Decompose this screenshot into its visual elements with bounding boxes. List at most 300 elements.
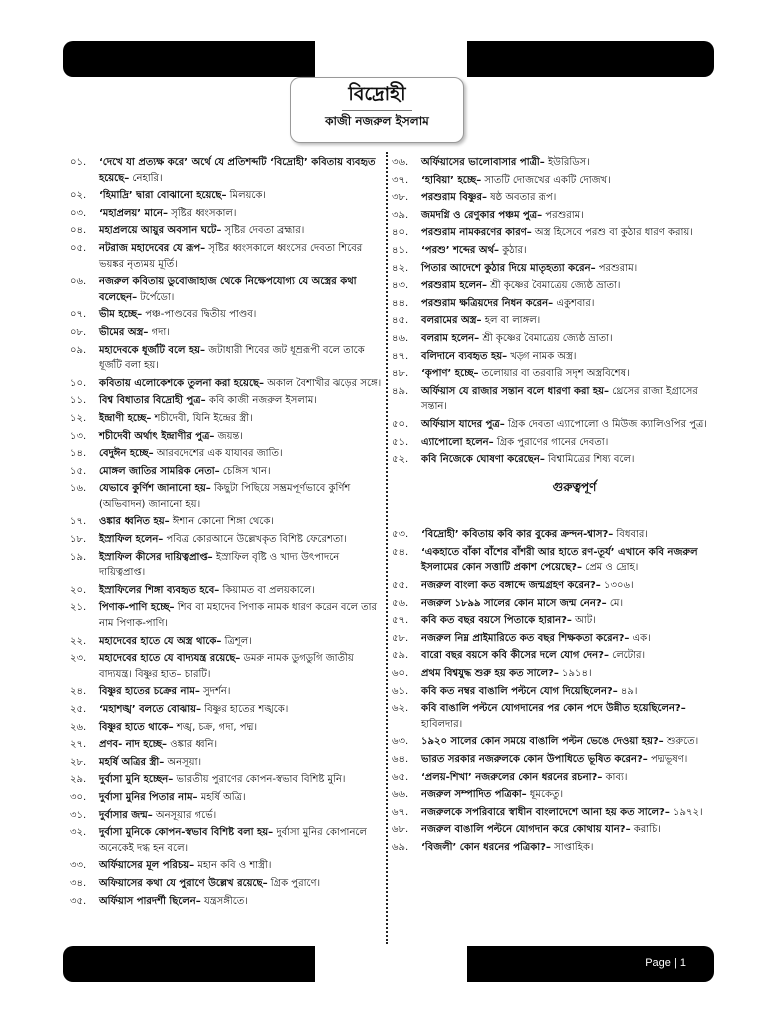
- list-item: [70, 651, 382, 682]
- item-question: ‘একহাতে বাঁকা বাঁশের বাঁশরী আর হাতে রণ-তূর্য’ এখানে কবি নজরুল ইসলামের কোন সত্তাটি প্রকাশ পেয়েছে?–: [421, 546, 698, 574]
- list-item: [70, 393, 382, 409]
- item-text: [99, 720, 382, 736]
- item-question: ইস্রাফিল কীসের দায়িত্বপ্রাপ্ত–: [99, 551, 213, 563]
- header-bar-gap: [315, 41, 467, 77]
- list-item: [70, 223, 382, 239]
- item-answer: চেঙ্গিস খান।: [219, 465, 271, 477]
- item-text: [99, 274, 382, 305]
- list-item: [392, 787, 717, 803]
- item-answer: অস্ত্র হিসেবে পরশু বা কুঠার ধারণ করায়।: [531, 227, 693, 239]
- list-item: [70, 188, 382, 204]
- item-text: [421, 296, 717, 312]
- item-question: মহর্ষি অত্রির স্ত্রী–: [99, 756, 165, 768]
- column-divider: [386, 152, 388, 944]
- list-item: [392, 648, 717, 664]
- right-column: [392, 155, 717, 858]
- section-heading: গুরুত্বপূর্ণ: [552, 479, 597, 494]
- item-number: ১৫.: [70, 465, 87, 477]
- item-text: [99, 550, 382, 581]
- item-text: [421, 331, 717, 347]
- item-answer: পরশুরাম।: [595, 262, 638, 274]
- item-text: [421, 417, 717, 433]
- item-question: নজরুল ১৮৯৯ সালের কোন মাসে জন্ম নেন?–: [421, 597, 607, 609]
- item-text: [421, 787, 717, 803]
- item-number: ১৯.: [70, 551, 87, 563]
- item-text: [99, 876, 382, 892]
- item-answer: কবি কাজী নজরুল ইসলাম।: [205, 395, 317, 407]
- item-answer: জয়ন্ত।: [214, 430, 243, 442]
- list-item: [70, 343, 382, 374]
- list-item: [70, 634, 382, 650]
- item-answer: গদা।: [148, 326, 170, 338]
- item-number: ৬৭.: [392, 806, 409, 818]
- item-text: [99, 894, 382, 910]
- page-title: বিদ্রোহী: [348, 83, 406, 105]
- item-answer: সুদর্শন।: [199, 686, 231, 698]
- item-answer: বিধবার।: [613, 529, 649, 541]
- item-text: [99, 429, 382, 445]
- item-number: ৬২.: [392, 703, 409, 715]
- item-question: নজরুল কবিতায় ডুবোজাহাজ থেকে নিক্ষেপযোগ্য যে অস্ত্রের কথা বলেছেন–: [99, 276, 357, 303]
- item-answer: আরবদেশের এক যাযাবর জাতি।: [153, 448, 283, 460]
- item-question: পরশুরাম নামকরণের কারণ–: [421, 227, 532, 239]
- item-number: ৫৫.: [392, 580, 409, 592]
- list-item: [70, 550, 382, 581]
- item-answer: সাতটি দোজখের একটি দোজখ।: [481, 174, 611, 186]
- list-item: [392, 596, 717, 612]
- item-text: [99, 808, 382, 824]
- item-number: ২১.: [70, 602, 87, 614]
- item-question: ১৯২০ সালের কোন সময়ে বাঙালি পল্টন ভেঙে দেওয়া হয়?–: [421, 736, 664, 748]
- item-text: [99, 241, 382, 272]
- item-text: [99, 481, 382, 512]
- item-question: ‘হিমাদ্রি’ দ্বারা বোঝানো হয়েছে–: [99, 190, 227, 202]
- item-question: ভীমের অস্ত্র–: [99, 326, 149, 338]
- item-number: ৬৮.: [392, 824, 409, 836]
- list-item: [392, 225, 717, 241]
- item-answer: কাব্য।: [602, 771, 628, 783]
- list-item: [392, 261, 717, 277]
- item-number: ৪৭.: [392, 350, 409, 362]
- item-text: [99, 634, 382, 650]
- item-question: নজরুল বাংলা কত বঙ্গাব্দে জন্মগ্রহণ করেন?–: [421, 580, 601, 592]
- item-answer: মহান কবি ও শাস্ত্রী।: [194, 860, 272, 872]
- item-number: ২৩.: [70, 653, 87, 665]
- item-answer: ঈশান কোনো শিঙ্গা থেকে।: [169, 516, 274, 528]
- item-answer: গ্রিক পুরাণের গানের দেবতা।: [493, 436, 609, 448]
- item-question: ভীম হচ্ছে–: [99, 309, 143, 321]
- list-item: [70, 876, 382, 892]
- item-question: প্রণব- নাদ হচ্ছে–: [99, 739, 168, 751]
- item-text: [421, 208, 717, 224]
- item-question: বিশ্ব বিধাতার বিদ্রোহী পুত্র–: [99, 395, 206, 407]
- item-number: ১৪.: [70, 448, 87, 460]
- item-answer: ত্রিশূল।: [221, 635, 252, 647]
- list-item: [70, 481, 382, 512]
- item-text: [99, 583, 382, 599]
- item-text: [99, 411, 382, 427]
- item-question: বলিদানে ব্যবহৃত হয়–: [421, 350, 508, 362]
- item-number: ১৬.: [70, 483, 87, 495]
- item-answer: কিছুটা পিছিয়ে সম্ভ্রমপূর্ণভাবে কুর্ণিশ (অভিবাদন) জানানো হয়।: [99, 483, 351, 510]
- item-question: বিষ্ণুর হাতে থাকে–: [99, 721, 174, 733]
- item-question: বেদুঈন হচ্ছে–: [99, 448, 154, 460]
- item-answer: ওঙ্কার ধ্বনি।: [167, 739, 218, 751]
- list-item: [70, 307, 382, 323]
- item-question: নজরুল বাঙালি পল্টনে যোগদান করে কোথায় যান?–: [421, 824, 631, 836]
- item-question: এ্যাপোলো হলেন–: [421, 436, 494, 448]
- item-number: ০১.: [70, 157, 87, 168]
- item-number: ৬৪.: [392, 754, 409, 765]
- item-text: [99, 790, 382, 806]
- item-answer: ১৯১৪।: [558, 668, 592, 680]
- item-number: ৩৬.: [392, 157, 409, 168]
- item-text: [99, 755, 382, 771]
- author-name: কাজী নজরুল ইসলাম: [325, 114, 429, 128]
- item-number: ৪১.: [392, 244, 409, 256]
- item-number: ৫৩.: [392, 529, 409, 541]
- item-text: [99, 393, 382, 409]
- title-box: [290, 77, 464, 143]
- item-question: নটরাজ মহাদেবের যে রূপ–: [99, 242, 206, 254]
- list-item: [392, 666, 717, 682]
- item-number: ৫২.: [392, 454, 409, 466]
- item-number: ৩২.: [70, 827, 87, 839]
- item-number: ২৮.: [70, 756, 87, 768]
- item-answer: বিশ্বামিত্রের শিষ্য বলে।: [544, 454, 635, 466]
- item-text: [99, 651, 382, 682]
- item-number: ৩৩.: [70, 860, 87, 872]
- list-item: [70, 514, 382, 530]
- item-question: ‘মহাপ্রলয়’ মানে–: [99, 207, 169, 219]
- item-answer: জটাধারী শিবের জট ধূম্ররূপী বলে তাকে ধূর্জটি বলা হয়।: [99, 344, 365, 372]
- item-question: মহাপ্রলয়ে আয়ুর অবসান ঘটে–: [99, 225, 222, 237]
- item-answer: অকাল বৈশাখীর ঝড়ের সঙ্গে।: [264, 377, 382, 389]
- item-answer: পরশুরাম।: [542, 209, 584, 221]
- item-question: অফিয়াসের কথা যে পুরাণে উল্লেখ রয়েছে–: [99, 877, 268, 889]
- item-number: ৫৮.: [392, 632, 409, 644]
- item-number: ৬৬.: [392, 789, 409, 801]
- item-number: ৬৩.: [392, 736, 409, 748]
- list-item: [70, 755, 382, 771]
- item-number: ৩০.: [70, 791, 87, 803]
- item-number: ০৪.: [70, 225, 87, 237]
- item-answer: গ্রিক পুরাণে।: [267, 877, 321, 889]
- item-text: [421, 225, 717, 241]
- item-number: ২৫.: [70, 704, 87, 715]
- list-item: [70, 720, 382, 736]
- item-question: নজরুলকে সপরিবারে স্বাধীন বাংলাদেশে আনা হয় কত সালে?–: [421, 806, 670, 818]
- list-item: [392, 701, 717, 732]
- item-number: ১০.: [70, 377, 87, 389]
- item-question: ‘প্রলয়-শিখা’ নজরুলের কোন ধরনের রচনা?–: [421, 771, 603, 783]
- item-question: ইন্দ্রাণী হচ্ছে–: [99, 412, 152, 424]
- item-text: [99, 376, 382, 392]
- item-answer: টর্পেডো।: [137, 291, 175, 303]
- item-text: [421, 155, 717, 171]
- item-question: বলরামের অস্ত্র–: [421, 315, 482, 327]
- item-question: পরশুরাম বিষ্ণুর–: [421, 192, 487, 204]
- item-answer: ইউরিডিস।: [544, 157, 590, 168]
- item-number: ০৩.: [70, 207, 87, 219]
- item-question: মহাদেবের হাতে যে অস্ত্র থাকে–: [99, 635, 222, 647]
- item-question: নজরুল নিম্ন প্রাইমারিতে কত বছর শিক্ষকতা করেন?–: [421, 632, 630, 644]
- item-answer: অনসূয়ার গর্ভে।: [152, 809, 217, 821]
- item-answer: হাবিলদার।: [421, 718, 463, 730]
- item-number: ৬৫.: [392, 771, 409, 783]
- list-item: [392, 527, 717, 543]
- item-number: ১৩.: [70, 430, 87, 442]
- item-answer: গ্রিক দেবতা এ্যাপোলো ও মিউজ ক্যালিওপির পুত্র।: [504, 418, 707, 430]
- item-text: [99, 532, 382, 548]
- item-text: [99, 446, 382, 462]
- item-number: ৫১.: [392, 436, 409, 448]
- item-text: [421, 349, 717, 365]
- item-number: ৩৪.: [70, 877, 87, 889]
- item-question: কবি নিজেকে ঘোষণা করেছেন–: [421, 454, 545, 466]
- item-question: অর্ফিয়াস যে রাজার সন্তান বলে ধারণা করা হয়–: [421, 385, 610, 397]
- item-answer: পঞ্চ-পাণ্ডবের দ্বিতীয় পাণ্ডব।: [142, 309, 257, 321]
- list-item: [392, 631, 717, 647]
- list-item: [392, 752, 717, 768]
- item-question: ‘বিজলী’ কোন ধরনের পত্রিকা?–: [421, 841, 551, 853]
- list-item: [392, 155, 717, 171]
- item-text: [99, 464, 382, 480]
- item-question: অর্ফিয়াসের ভালোবাসার পাত্রী–: [421, 157, 545, 168]
- list-item: [392, 578, 717, 594]
- item-number: ১২.: [70, 412, 87, 424]
- list-item: [392, 190, 717, 206]
- item-answer: মহর্ষি অত্রি।: [197, 791, 246, 803]
- item-question: দুর্বাসার জন্ম–: [99, 809, 153, 821]
- item-number: ৩১.: [70, 809, 87, 821]
- item-question: ‘মহাশঙ্খ’ বলতে বোঝায়–: [99, 704, 202, 715]
- item-number: ৩৯.: [392, 209, 409, 221]
- item-number: ২৭.: [70, 739, 87, 751]
- item-number: ২৬.: [70, 721, 87, 733]
- item-question: অর্ফিয়াস যাদের পুত্র–: [421, 418, 505, 430]
- item-number: ৫৬.: [392, 597, 409, 609]
- item-text: [421, 278, 717, 294]
- item-question: পিণাক-পাণি হচ্ছে–: [99, 602, 175, 614]
- item-answer: শিব বা মহাদেব পিণাক নামক ধারণ করেন বলে তার নাম পিণাক-পাণি।: [99, 602, 378, 630]
- item-question: শচীদেবী অর্থাৎ ইন্দ্রাণীর পুত্র–: [99, 430, 215, 442]
- item-text: [421, 435, 717, 451]
- item-text: [99, 307, 382, 323]
- item-text: [99, 858, 382, 874]
- item-number: ৫৪.: [392, 546, 409, 558]
- item-number: ৬০.: [392, 668, 409, 680]
- item-question: কবিতায় এলোকেশকে তুলনা করা হয়েছে–: [99, 377, 265, 389]
- list-item: [392, 840, 717, 856]
- item-question: মহাদেবের হাতে যে বাদ্যযন্ত্র রয়েছে–: [99, 653, 241, 665]
- footer-bar-gap: [315, 946, 467, 982]
- item-number: ০২.: [70, 190, 87, 202]
- item-text: [421, 366, 717, 382]
- item-answer: শ্রী কৃষ্ণের বৈমাত্রেয় জ্যেষ্ঠ ভ্রাতা।: [479, 332, 613, 344]
- item-number: ৪৯.: [392, 385, 409, 397]
- item-answer: তলোয়ার বা তরবারি সদৃশ অস্ত্রবিশেষ।: [478, 368, 630, 380]
- item-text: [421, 840, 717, 856]
- list-item: [70, 411, 382, 427]
- item-text: [421, 770, 717, 786]
- item-number: ৪৮.: [392, 368, 409, 380]
- item-answer: লেটোর।: [608, 650, 646, 662]
- list-item: [70, 464, 382, 480]
- item-number: ৪৫.: [392, 315, 409, 327]
- list-item: [392, 278, 717, 294]
- item-answer: এক।: [629, 632, 651, 644]
- list-item: [70, 446, 382, 462]
- item-text: [99, 600, 382, 631]
- item-text: [421, 613, 717, 629]
- item-question: পিতার আদেশে কুঠার দিয়ে মাতৃহত্যা করেন–: [421, 262, 596, 274]
- item-number: ০৭.: [70, 309, 87, 321]
- item-text: [421, 384, 717, 415]
- item-answer: অনসূয়া।: [164, 756, 202, 768]
- item-text: [421, 822, 717, 838]
- list-item: [70, 894, 382, 910]
- item-question: ‘দেখে যা প্রত্যক্ষ করে’ অর্থে যে প্রতিশব্দটি ‘বিদ্রোহী’ কবিতায় ব্যবহৃত হয়েছে–: [99, 157, 376, 184]
- item-number: ৪৪.: [392, 297, 409, 309]
- item-question: অর্ফিয়াসের মূল পরিচয়–: [99, 860, 195, 872]
- item-answer: পবিত্র কোরআনে উল্লেখকৃত বিশিষ্ট ফেরেশতা।: [163, 534, 347, 546]
- item-question: ইস্রাফিলের শিঙ্গা ব্যবহৃত হবে–: [99, 584, 220, 596]
- item-answer: সৃষ্টির ধ্বংসকাল।: [168, 207, 237, 219]
- item-number: ৩৫.: [70, 895, 87, 907]
- item-number: ০৮.: [70, 326, 87, 338]
- list-item: [70, 858, 382, 874]
- item-answer: সৃষ্টির ধ্বংসকালে ধ্বংসের দেবতা শিবের ভয়ঙ্কর নৃত্যময় মূর্তি।: [99, 242, 363, 270]
- item-answer: ডমরু নামক ডুগডুগি জাতীয় বাদ্যযন্ত্র। বিষ্ণুর হাত– চারটি।: [99, 653, 354, 680]
- item-text: [421, 752, 717, 768]
- item-number: ৩৭.: [392, 174, 409, 186]
- item-answer: পদ্মভূষণ।: [647, 754, 688, 765]
- item-number: ০৯.: [70, 344, 87, 356]
- list-item: [392, 770, 717, 786]
- item-number: ০৫.: [70, 242, 87, 254]
- list-item: [392, 805, 717, 821]
- item-text: [421, 805, 717, 821]
- item-text: [99, 223, 382, 239]
- item-text: [99, 206, 382, 222]
- list-item: [392, 243, 717, 259]
- item-question: নজরুল সম্পাদিত পত্রিকা–: [421, 789, 527, 801]
- item-question: যেভাবে কুর্ণিশ জানানো হয়–: [99, 483, 211, 495]
- list-item: [70, 737, 382, 753]
- item-question: বিষ্ণুর হাতের চক্রের নাম–: [99, 686, 200, 698]
- item-question: বলরাম হলেন–: [421, 332, 480, 344]
- item-text: [99, 772, 382, 788]
- item-text: [421, 648, 717, 664]
- item-answer: হল বা লাঙ্গল।: [481, 315, 541, 327]
- list-item: [392, 384, 717, 415]
- item-number: ৩৮.: [392, 192, 409, 204]
- item-question: কবি কত বছর বয়সে পিতাকে হারান?–: [421, 615, 572, 627]
- list-item: [392, 613, 717, 629]
- item-text: [421, 261, 717, 277]
- item-text: [421, 734, 717, 750]
- list-item: [70, 825, 382, 856]
- item-number: ৫৭.: [392, 615, 409, 627]
- item-answer: ধূমকেতু।: [526, 789, 564, 801]
- item-answer: ১৯৭২।: [669, 806, 703, 818]
- item-text: [421, 243, 717, 259]
- item-question: কবি বাঙালি পল্টনে যোগদানের পর কোন পদে উন্নীত হয়েছিলেন?–: [421, 703, 686, 715]
- item-text: [99, 325, 382, 341]
- item-question: বারো বছর বয়সে কবি কীসের দলে যোগ দেন?–: [421, 650, 609, 662]
- list-item: [70, 376, 382, 392]
- list-item: [70, 155, 382, 186]
- item-answer: শুরুতে।: [663, 736, 699, 748]
- item-question: প্রথম বিশ্বযুদ্ধ শুরু হয় কত সালে?–: [421, 668, 559, 680]
- item-text: [421, 631, 717, 647]
- item-number: ৪২.: [392, 262, 409, 274]
- list-item: [392, 366, 717, 382]
- item-answer: করাচি।: [630, 824, 661, 836]
- item-text: [99, 684, 382, 700]
- item-question: ‘হাবিয়া’ হচ্ছে–: [421, 174, 482, 186]
- item-answer: ৪৯।: [617, 685, 638, 697]
- item-answer: থ্রেসের রাজা ইগ্রাসের সন্তান।: [421, 385, 698, 413]
- item-text: [421, 684, 717, 700]
- list-item: [392, 545, 717, 576]
- list-item: [70, 583, 382, 599]
- item-number: ২২.: [70, 635, 87, 647]
- list-item: [70, 325, 382, 341]
- item-answer: খড়্গ নামক অস্ত্র।: [507, 350, 577, 362]
- item-number: ২০.: [70, 584, 87, 596]
- list-item: [70, 772, 382, 788]
- item-number: ৬১.: [392, 685, 409, 697]
- item-number: ৬৯.: [392, 841, 409, 853]
- title-divider: [342, 110, 412, 111]
- list-item: [392, 452, 717, 468]
- item-number: ১৭.: [70, 516, 87, 528]
- left-column: [70, 155, 382, 911]
- list-item: [392, 296, 717, 312]
- list-item: [70, 702, 382, 718]
- item-question: জমদগ্নি ও রেণুকার পঞ্চম পুত্র–: [421, 209, 543, 221]
- item-answer: প্রেম ও দ্রোহ।: [581, 562, 639, 574]
- item-number: ৪৬.: [392, 332, 409, 344]
- item-text: [99, 343, 382, 374]
- item-text: [421, 701, 717, 732]
- item-number: ০৬.: [70, 276, 87, 288]
- item-number: ১৮.: [70, 534, 87, 546]
- item-answer: সাপ্তাহিক।: [550, 841, 594, 853]
- list-item: [70, 600, 382, 631]
- item-text: [421, 313, 717, 329]
- list-item: [392, 435, 717, 451]
- list-item: [70, 532, 382, 548]
- item-answer: আট।: [571, 615, 596, 627]
- item-text: [99, 188, 382, 204]
- list-item: [70, 808, 382, 824]
- item-text: [421, 545, 717, 576]
- item-question: ওঙ্কার ধ্বনিত হয়–: [99, 516, 170, 528]
- item-answer: যন্ত্রসঙ্গীতে।: [200, 895, 248, 907]
- item-question: কবি কত নম্বর বাঙালি পল্টনে যোগ দিয়েছিলেন?–: [421, 685, 618, 697]
- item-question: অর্ফিয়াস পারদর্শী ছিলেন–: [99, 895, 201, 907]
- list-item: [392, 208, 717, 224]
- item-text: [421, 578, 717, 594]
- item-text: [99, 514, 382, 530]
- item-answer: শচীদেবী, যিনি ইন্দ্রের স্ত্রী।: [151, 412, 253, 424]
- list-item: [392, 822, 717, 838]
- list-item: [70, 790, 382, 806]
- item-number: ৪০.: [392, 227, 409, 239]
